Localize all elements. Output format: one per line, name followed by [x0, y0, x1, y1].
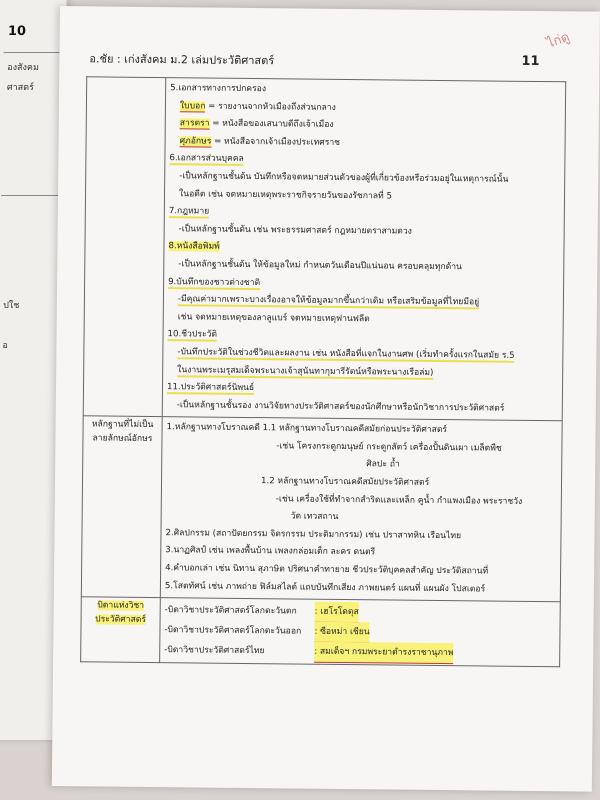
list-item: 5.เอกสารทางการปกครอง — [170, 83, 267, 95]
left-page-text: องสังคม — [7, 63, 39, 73]
list-item: -เช่น โครงกระดูกมนุษย์ กระดูกสัตว์ เครื่องปั้นดินเผา เมล็ดพืช — [276, 441, 502, 454]
item-heading: 9.บันทึกของชาวต่างชาติ — [168, 276, 261, 288]
item-heading: 10.ชีวประวัติ — [167, 329, 218, 340]
row-label-text: บิดาแห่งวิชาประวัติศาสตร์ — [95, 600, 147, 625]
page-number: 11 — [521, 53, 540, 70]
table-row-nonwritten — [81, 416, 562, 602]
left-page-number: 10 — [7, 24, 27, 39]
row-label-nonwritten: หลักฐานที่ไม่เป็นลายลักษณ์อักษร — [81, 416, 162, 598]
list-item: -เช่น เครื่องใช้ที่ทำจากสำริดและเหล็ก คูน้ำ กำแพงเมือง พระราชวัง — [275, 493, 523, 507]
left-page-text: ศาสตร์ — [6, 83, 34, 93]
father-name: : เฮโรโดตุส — [315, 602, 359, 623]
list-item: -เป็นหลักฐานชั้นต้น บันทึกหรือจดหมายส่วนตัวของผู้ที่เกี่ยวข้องหรือร่วมอยู่ในเหตุการณ์นั้น — [179, 171, 509, 185]
term-label: สารตรา — [179, 118, 210, 129]
table-row-documents — [83, 77, 566, 421]
row-label-empty — [83, 77, 166, 417]
list-item: 1.หลักฐานทางโบราณคดี 1.1 หลักฐานทางโบราณคดีสมัยก่อนประวัติศาสตร์ — [166, 422, 448, 436]
left-page-text: อ — [2, 341, 8, 351]
list-item: -เป็นหลักฐานชั้นต้น ให้ข้อมูลใหม่ กำหนดวันเดือนปีแน่นอน ครอบคลุมทุกด้าน — [178, 259, 462, 273]
father-field: -บิดาวิชาประวัติศาสตร์โลกตะวันออก — [164, 625, 302, 637]
list-item: ศิลปะ ถ้ำ — [366, 459, 400, 471]
father-name: : ซือหม่า เชียน — [314, 622, 369, 644]
list-item: 1.2 หลักฐานทางโบราณคดีสมัยประวัติศาสตร์ — [260, 476, 430, 488]
header-title: อ.ชัย : เก่งสังคม ม.2 เล่มประวัติศาสตร์ — [89, 52, 275, 68]
item-heading: 6.เอกสารส่วนบุคคล — [169, 153, 244, 165]
list-item: วัด เทวสถาน — [290, 511, 339, 523]
term-def: = หนังสือจากเจ้าเมืองประเทศราช — [211, 136, 341, 148]
book-page — [52, 6, 600, 792]
father-name: : สมเด็จฯ กรมพระยาดำรงราชานุภาพ — [314, 642, 453, 664]
left-page-rule — [4, 52, 64, 53]
nonwritten-cell — [160, 417, 562, 602]
list-item: 3.นาฏศิลป์ เช่น เพลงพื้นบ้าน เพลงกล่อมเด็ก ละคร ดนตรี — [165, 545, 376, 558]
list-item: 4.คำบอกเล่า เช่น นิทาน สุภาษิต ปริศนาคำทายาย ชีวประวัติบุคคลสำคัญ ประวัติสถานที่ — [165, 563, 489, 577]
left-page-rule — [1, 195, 61, 196]
list-item: 5.โสตทัศน์ เช่น ภาพถ่าย ฟิล์มสไลด์ แถบบันทึกเสียง ภาพยนตร์ แผนที่ แผนผัง โปสเตอร์ — [164, 580, 486, 595]
table-row-fathers — [81, 597, 561, 667]
item-heading: 7.กฎหมาย — [168, 206, 210, 217]
handwritten-annotation: ไก่ดู — [545, 29, 572, 52]
father-field: -บิดาวิชาประวัติศาสตร์ไทย — [164, 645, 265, 657]
documents-cell — [162, 78, 566, 421]
item-text: -บันทึกประวัติในช่วงชีวิตและผลงาน เช่น หนังสือที่แจกในงานศพ (เริ่มทำครั้งแรกในสมัย ร.5 — [177, 347, 515, 361]
term-def: = รายงานจากหัวเมืองถึงส่วนกลาง — [205, 101, 336, 113]
content-table — [80, 76, 566, 667]
row-label-fathers — [81, 597, 161, 663]
list-item — [164, 640, 555, 664]
term-label: ใบบอก — [179, 100, 206, 112]
term-label: ศุภอักษร — [179, 136, 212, 147]
list-item: -เป็นหลักฐานชั้นต้น เช่น พระธรรมศาสตร์ กฎหมายตราสามดวง — [178, 224, 412, 237]
fathers-cell — [160, 598, 561, 667]
list-item: เช่น จดหมายเหตุของลาลูแบร์ จดหมายเหตุฟานฟลีต — [177, 311, 370, 324]
term-def: = หนังสือของเสนาบดีถึงเจ้าเมือง — [209, 118, 334, 131]
page-header — [89, 49, 559, 74]
item-heading: 11.ประวัติศาสตร์นิพนธ์ — [166, 382, 255, 394]
item-text: ในงานพระเมรุสมเด็จพระนางเจ้าสุนันทากุมารีรัตน์หรือพระนางเรือล่ม) — [177, 364, 434, 378]
left-page-text: ปใช — [3, 301, 20, 311]
list-item: -เป็นหลักฐานชั้นรอง งานวิจัยทางประวัติศาสตร์ของนักศึกษาหรือนักวิชาการประวัติศาสตร์ — [176, 399, 505, 414]
item-text: -มีคุณค่ามากเพราะบางเรื่องอาจให้ข้อมูลมากขึ้นกว่าเดิม หรือเสริมข้อมูลที่ไทยมีอยู่ — [177, 294, 480, 308]
father-field: -บิดาวิชาประวัติศาสตร์โลกตะวันตก — [164, 605, 297, 617]
list-item: ในอดีต เช่น จดหมายเหตุพระราชกิจรายวันของรัชกาลที่ 5 — [178, 188, 393, 202]
item-heading: 8.หนังสือพิมพ์ — [168, 241, 220, 253]
list-item: 2.ศิลปกรรม (สถาปัตยกรรม จิตรกรรม ประติมากรรม) เช่น ปราสาทหิน เรือนไทย — [165, 527, 462, 542]
